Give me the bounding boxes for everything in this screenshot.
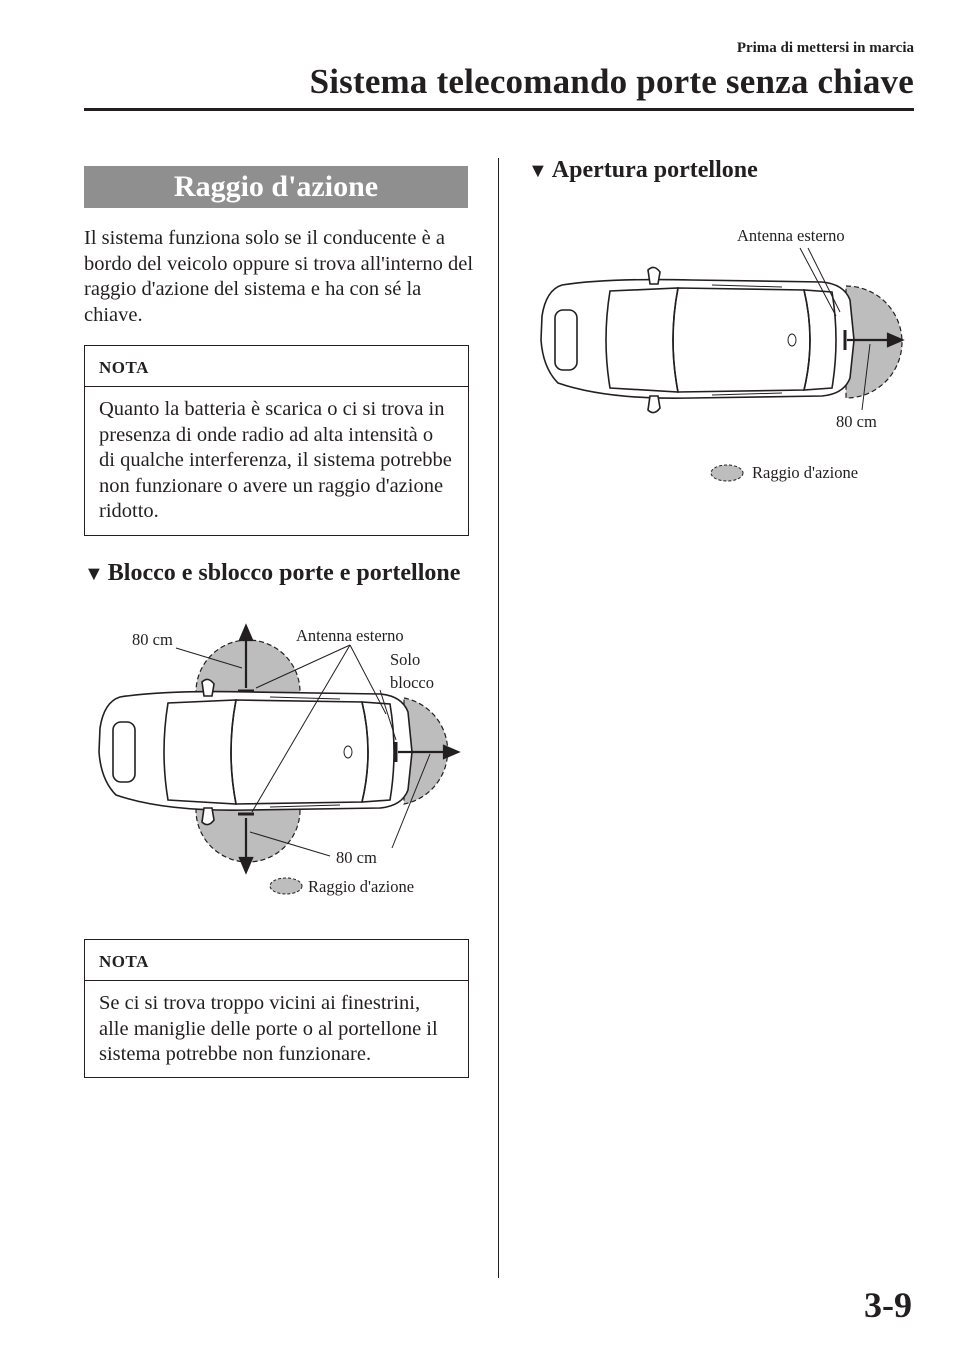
- intro-paragraph: Il sistema funziona solo se il conducente è a bordo del veicolo oppure si trova all'interno del raggio d'azione del sistema e ha con sé la chiave.: [84, 227, 474, 326]
- note-heading: NOTA: [85, 346, 468, 387]
- label-80cm-rear: 80 cm: [336, 848, 377, 867]
- note-body: Quanto la batteria è scarica o ci si trova in presenza di onde radio ad alta intensità o di qualche interferenza, il sistema potrebbe non funzionare o avere un raggio d'azione ridotto.: [99, 398, 452, 522]
- range-legend-swatch: [711, 465, 743, 481]
- section-title-banner: Raggio d'azione: [84, 166, 468, 208]
- down-triangle-icon: ▼: [528, 160, 548, 182]
- label-solo: Solo: [390, 650, 421, 669]
- label-antenna: Antenna esterno: [737, 226, 845, 245]
- page-title: Sistema telecomando porte senza chiave: [309, 62, 914, 101]
- chapter-title: Prima di mettersi in marcia: [736, 40, 914, 56]
- label-80cm: 80 cm: [836, 412, 877, 431]
- car-top-view: [541, 267, 854, 412]
- note-body: Se ci si trova troppo vicini ai finestrini, alle maniglie delle porte o al portellone il sistema potrebbe non funzionare.: [99, 992, 438, 1065]
- label-antenna: Antenna esterno: [296, 626, 404, 645]
- note-heading: NOTA: [85, 940, 468, 981]
- down-triangle-icon: ▼: [84, 563, 104, 585]
- range-legend-label: Raggio d'azione: [308, 877, 415, 896]
- range-legend-label: Raggio d'azione: [752, 463, 859, 482]
- page-number: 3-9: [864, 1285, 912, 1325]
- subsection-heading-text: Apertura portellone: [551, 157, 758, 183]
- label-blocco: blocco: [390, 673, 434, 692]
- subsection-heading-text: Blocco e sblocco porte e portellone: [107, 560, 461, 586]
- label-80cm-front: 80 cm: [132, 630, 173, 649]
